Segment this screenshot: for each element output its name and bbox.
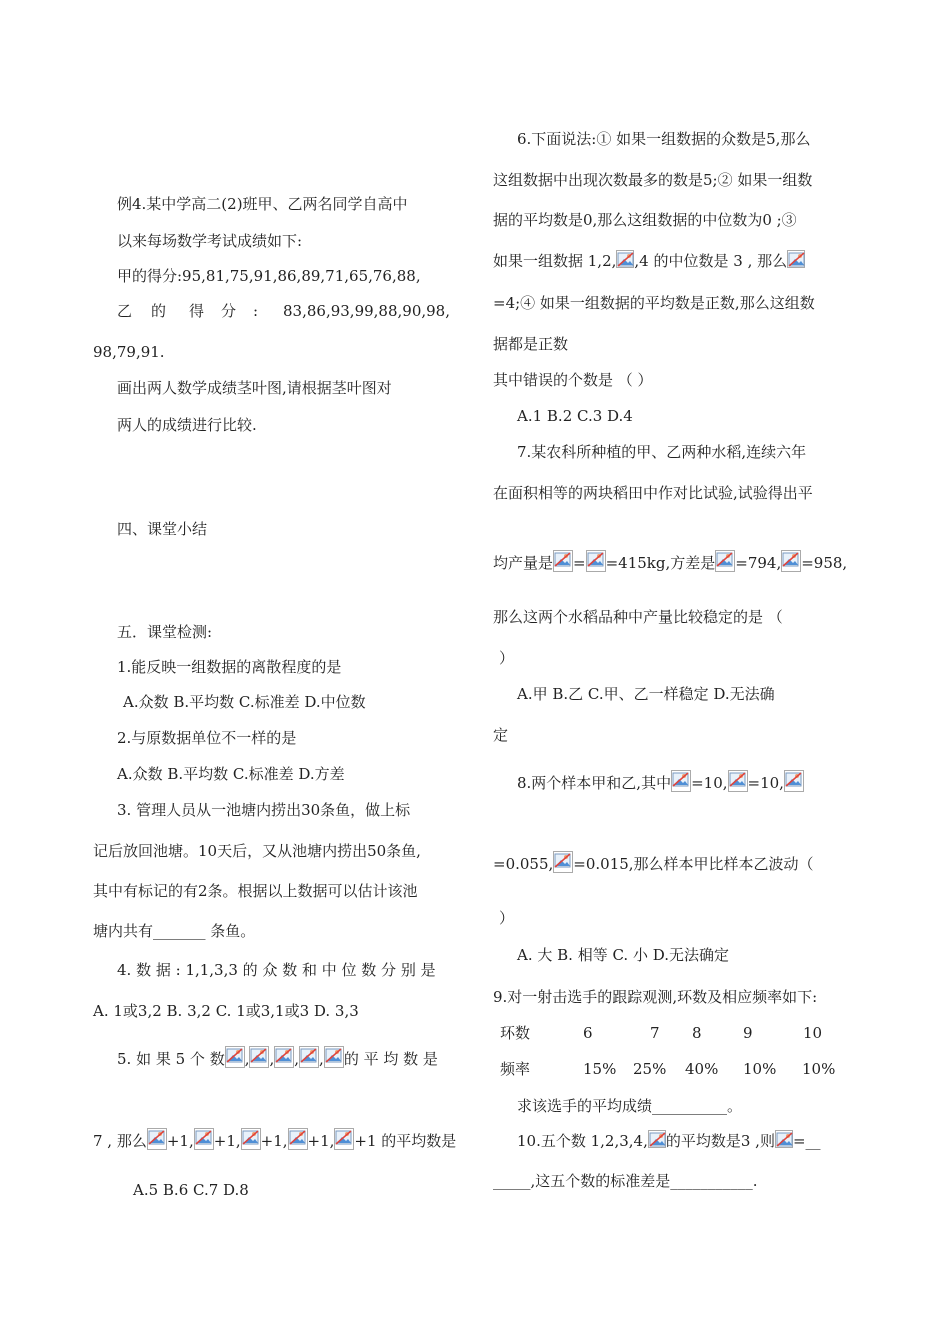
broken-image-icon xyxy=(728,770,748,792)
broken-image-icon xyxy=(241,1128,261,1150)
question-7-line-2: 在面积相等的两块稻田中作对比试验,试验得出平 xyxy=(493,484,813,502)
q7-text-e: =958, xyxy=(801,554,848,572)
example-4-line-5: 98,79,91. xyxy=(93,343,165,361)
q5-sep: , xyxy=(319,1050,324,1068)
question-3-line-3: 其中有标记的有2条。根据以上数据可以估计该池 xyxy=(93,882,418,900)
question-6-line-7: 其中错误的个数是 （ ） xyxy=(493,371,653,389)
broken-image-icon xyxy=(781,550,801,572)
q5-text-a: 5. 如 果 5 个 数 xyxy=(117,1050,225,1068)
q7-text-d: =794, xyxy=(735,554,782,572)
q8-text-e: =0.015,那么样本甲比样本乙波动（ xyxy=(573,855,814,873)
question-6-line-5: =4;④ 如果一组数据的平均数是正数,那么这组数 xyxy=(493,294,815,312)
broken-image-icon xyxy=(553,851,573,873)
q5-plus: +1, xyxy=(260,1132,288,1150)
table-header-rings: 环数 xyxy=(500,1024,531,1042)
broken-image-icon xyxy=(274,1046,294,1068)
question-7-line-1: 7.某农科所种植的甲、乙两种水稻,连续六年 xyxy=(517,443,807,461)
q5-sep: , xyxy=(244,1050,250,1068)
broken-image-icon xyxy=(194,1128,214,1150)
broken-image-icon xyxy=(775,1130,793,1148)
question-5-line-1 xyxy=(117,1046,438,1070)
broken-image-icon xyxy=(715,550,735,572)
frequency-table xyxy=(493,1022,853,1082)
section-5-heading: 五．课堂检测: xyxy=(117,623,213,641)
q6-text-a: 如果一组数据 1,2, xyxy=(493,252,617,270)
question-6-line-6: 据都是正数 xyxy=(493,335,569,353)
example-4-line-3: 甲的得分:95,81,75,91,86,89,71,65,76,88, xyxy=(117,267,421,285)
table-cell: 6 xyxy=(583,1024,593,1042)
q5-plus: +1, xyxy=(166,1132,194,1150)
table-cell: 15% xyxy=(583,1060,617,1078)
q8-text-a: 8.两个样本甲和乙,其中 xyxy=(517,774,672,792)
question-4-line-1: 4. 数 据 : 1,1,3,3 的 众 数 和 中 位 数 分 别 是 xyxy=(117,961,436,979)
question-5-line-2 xyxy=(93,1128,456,1152)
question-8-line-1 xyxy=(517,770,804,794)
question-6-line-1: 6.下面说法:① 如果一组数据的众数是5,那么 xyxy=(517,130,811,148)
q6-text-b: ,4 的中位数是 3 , 那么 xyxy=(634,252,788,270)
example-4-line-1: 例4.某中学高二(2)班甲、乙两名同学自高中 xyxy=(117,195,408,213)
q7-text-c: =415kg,方差是 xyxy=(605,554,716,572)
question-7-line-3 xyxy=(493,550,847,574)
q7-text-a: 均产量是 xyxy=(493,554,554,572)
example-4-line-7: 两人的成绩进行比较. xyxy=(117,416,257,434)
q5-sep: , xyxy=(294,1050,300,1068)
table-cell: 25% xyxy=(633,1060,667,1078)
broken-image-icon xyxy=(787,250,805,268)
q10-text-c: =__ xyxy=(792,1132,821,1150)
q5-text-last: +1 的平均数是 xyxy=(354,1132,457,1150)
ex4-word: 83,86,93,99,88,90,98, xyxy=(283,302,450,320)
broken-image-icon xyxy=(671,770,691,792)
broken-image-icon xyxy=(299,1046,319,1068)
broken-image-icon xyxy=(334,1128,354,1150)
q10-text-a: 10.五个数 1,2,3,4, xyxy=(517,1132,648,1150)
broken-image-icon xyxy=(324,1046,344,1068)
question-6-options: A.1 B.2 C.3 D.4 xyxy=(517,407,633,425)
q10-text-b: 的平均数是3 ,则 xyxy=(665,1132,775,1150)
question-8-options: A. 大 B. 相等 C. 小 D.无法确定 xyxy=(517,946,729,964)
broken-image-icon xyxy=(225,1046,245,1068)
question-4-line-2: A. 1或3,2 B. 3,2 C. 1或3,1或3 D. 3,3 xyxy=(93,1002,359,1020)
question-5-options: A.5 B.6 C.7 D.8 xyxy=(133,1181,249,1199)
q5-text-b: 的 平 均 数 是 xyxy=(343,1050,438,1068)
broken-image-icon xyxy=(648,1130,666,1148)
question-1-options: A.众数 B.平均数 C.标准差 D.中位数 xyxy=(123,693,366,711)
broken-image-icon xyxy=(249,1046,269,1068)
question-9-line-1: 9.对一射击选手的跟踪观测,环数及相应频率如下: xyxy=(493,988,818,1006)
question-6-line-4 xyxy=(493,250,805,272)
q5-plus: +1, xyxy=(307,1132,335,1150)
question-7-options-cont: 定 xyxy=(493,726,509,744)
ex4-word: : xyxy=(253,302,259,320)
question-6-line-3: 据的平均数是0,那么这组数据的中位数为0 ;③ xyxy=(493,211,797,229)
question-3-line-4: 塘内共有_______ 条鱼。 xyxy=(93,922,256,940)
question-1: 1.能反映一组数据的离散程度的是 xyxy=(117,658,342,676)
table-cell: 40% xyxy=(685,1060,719,1078)
table-cell: 10% xyxy=(743,1060,777,1078)
table-cell: 8 xyxy=(692,1024,702,1042)
question-10-line-1 xyxy=(517,1130,821,1152)
q7-text-b: = xyxy=(573,554,586,572)
table-cell: 10% xyxy=(802,1060,836,1078)
ex4-word: 乙 xyxy=(117,302,133,320)
section-4-heading: 四、课堂小结 xyxy=(117,520,208,538)
q8-text-d: =0.055, xyxy=(493,855,554,873)
broken-image-icon xyxy=(147,1128,167,1150)
question-2-options: A.众数 B.平均数 C.标准差 D.方差 xyxy=(117,765,345,783)
broken-image-icon xyxy=(553,550,573,572)
table-cell: 10 xyxy=(803,1024,823,1042)
question-7-line-4: 那么这两个水稻品种中产量比较稳定的是 （ xyxy=(493,608,783,626)
q5-text-c: 7 , 那么 xyxy=(93,1132,147,1150)
ex4-word: 得 xyxy=(189,302,205,320)
example-4-line-6: 画出两人数学成绩茎叶图,请根据茎叶图对 xyxy=(117,379,392,397)
question-3-line-2: 记后放回池塘。10天后，又从池塘内捞出50条鱼, xyxy=(93,842,421,860)
table-cell: 9 xyxy=(743,1024,753,1042)
broken-image-icon xyxy=(288,1128,308,1150)
ex4-word: 的 xyxy=(151,302,167,320)
question-6-line-2: 这组数据中出现次数最多的数是5;② 如果一组数 xyxy=(493,171,813,189)
q5-plus: +1, xyxy=(213,1132,241,1150)
question-10-line-2: _____,这五个数的标准差是___________. xyxy=(493,1172,758,1190)
table-cell: 7 xyxy=(650,1024,660,1042)
table-header-frequency: 频率 xyxy=(500,1060,531,1078)
question-7-options: A.甲 B.乙 C.甲、乙一样稳定 D.无法确 xyxy=(517,685,775,703)
q8-text-c: =10, xyxy=(747,774,784,792)
question-9-line-4: 求该选手的平均成绩__________。 xyxy=(517,1097,743,1115)
broken-image-icon xyxy=(616,250,634,268)
example-4-line-2: 以来每场数学考试成绩如下: xyxy=(117,232,303,250)
question-8-line-2 xyxy=(493,851,814,875)
question-3-line-1: 3. 管理人员从一池塘内捞出30条鱼，做上标 xyxy=(117,801,411,819)
question-2: 2.与原数据单位不一样的是 xyxy=(117,729,297,747)
ex4-word: 分 xyxy=(221,302,237,320)
q8-text-b: =10, xyxy=(691,774,728,792)
broken-image-icon xyxy=(586,550,606,572)
q5-sep: , xyxy=(269,1050,275,1068)
question-8-line-3: ） xyxy=(499,909,515,927)
broken-image-icon xyxy=(784,770,804,792)
question-7-line-5: ） xyxy=(499,649,515,667)
